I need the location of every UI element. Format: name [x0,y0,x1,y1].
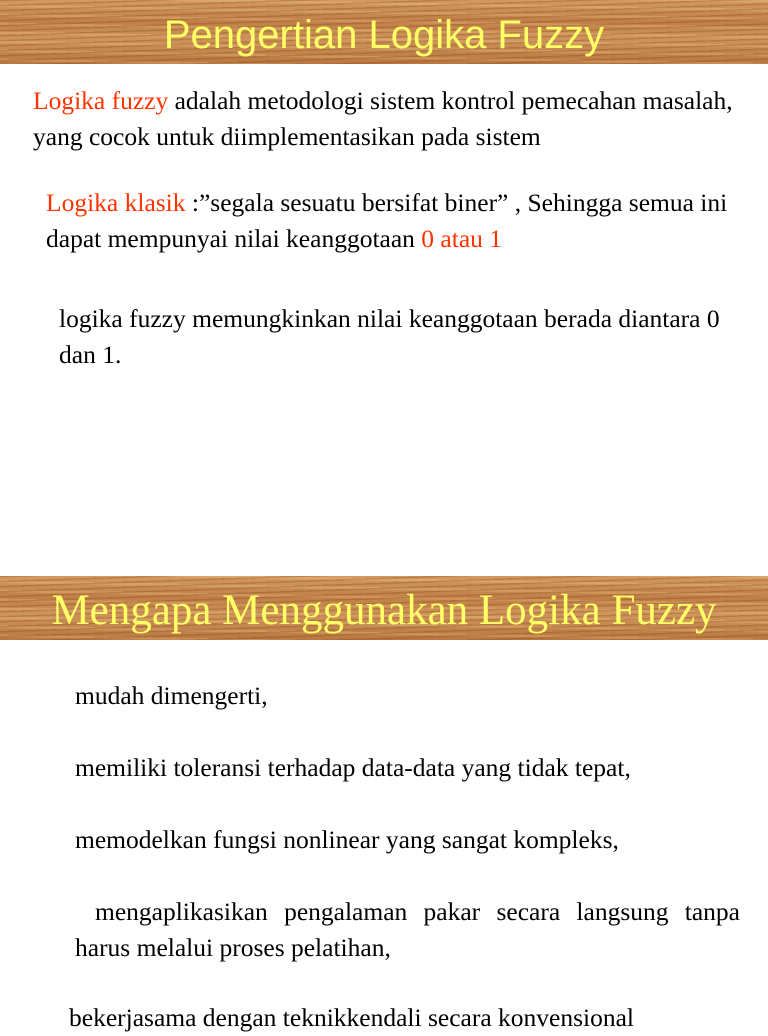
slide1-title: Pengertian Logika Fuzzy [163,13,605,57]
list-item: memiliki toleransi terhadap data-data yang tidak tepat, [75,753,631,782]
slide1-title-bar [0,0,768,64]
slide2-title: Mengapa Menggunakan Logika Fuzzy [51,587,717,634]
slide1-paragraph-1 [33,83,748,155]
list-item: memodelkan fungsi nonlinear yang sangat kompleks, [75,825,619,854]
list-item: bekerjasama dengan teknikkendali secara konvensional [69,1003,635,1032]
list-item-wrapped [75,894,740,966]
slide2-title-bar [0,576,768,640]
term-logika-klasik: Logika klasik [46,188,186,217]
term-logika-fuzzy: Logika fuzzy [33,86,169,115]
slide1-paragraph-3: logika fuzzy memungkinkan nilai keanggotaan berada diantara 0 dan 1. [59,304,720,369]
highlight-0-atau-1: 0 atau 1 [421,224,503,253]
paragraph-1-text: adalah metodologi sistem kontrol pemecahan masalah, yang cocok untuk diimplementasikan pada sistem [33,86,733,151]
slide1-paragraph-2 [46,185,746,257]
list-item: mudah dimengerti, [75,681,268,710]
list-item-text: mengaplikasikan pengalaman pakar secara langsung tanpa harus melalui proses pelatihan, [75,897,740,962]
paragraph-2-text: :”segala sesuatu bersifat biner” , Sehingga semua ini dapat mempunyai nilai keanggotaan [46,188,728,253]
